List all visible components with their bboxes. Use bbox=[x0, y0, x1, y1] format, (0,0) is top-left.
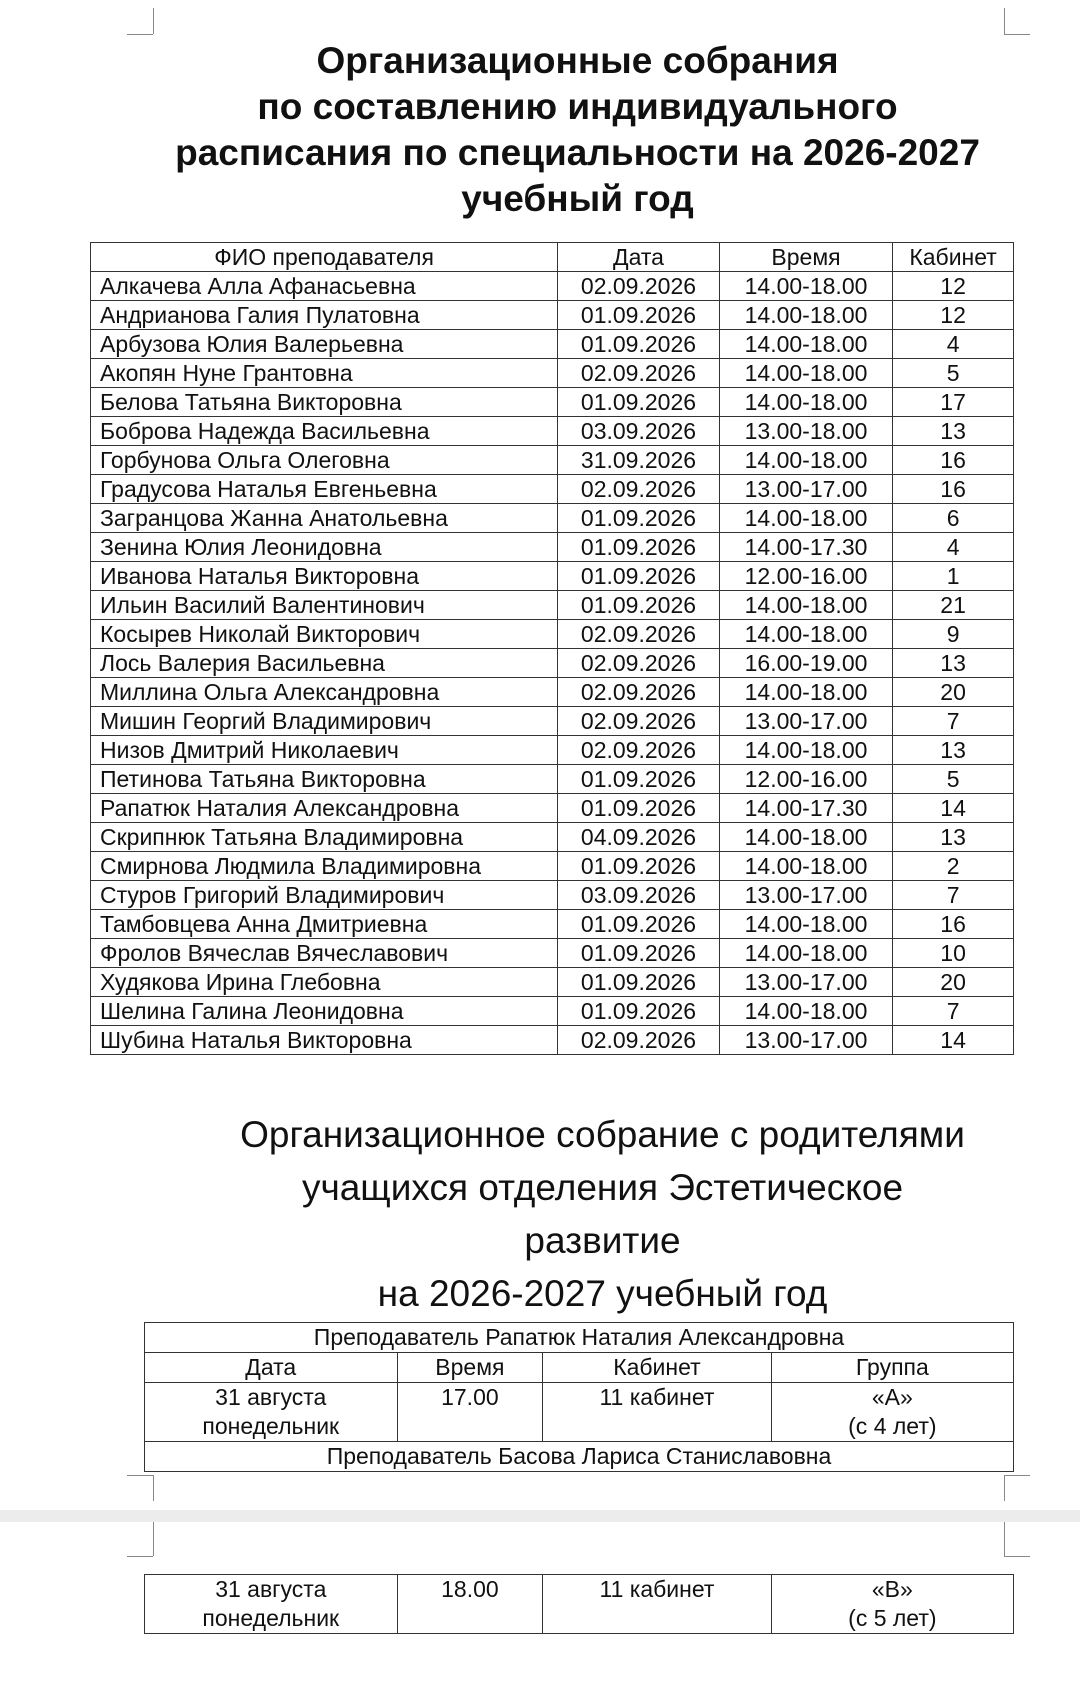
date-cell: 01.09.2026 bbox=[558, 968, 720, 997]
teacher-name-cell: Боброва Надежда Васильевна bbox=[91, 417, 558, 446]
header-time: Время bbox=[719, 243, 892, 272]
date-cell: 02.09.2026 bbox=[558, 707, 720, 736]
date-cell: 01.09.2026 bbox=[558, 852, 720, 881]
date-cell: 01.09.2026 bbox=[558, 591, 720, 620]
teacher-row bbox=[145, 1442, 1014, 1472]
table-row bbox=[91, 504, 1014, 533]
date-cell: 01.09.2026 bbox=[558, 504, 720, 533]
room-cell: 2 bbox=[893, 852, 1014, 881]
teacher-name-cell: Градусова Наталья Евгеньевна bbox=[91, 475, 558, 504]
time-cell: 16.00-19.00 bbox=[719, 649, 892, 678]
parents-meeting-title bbox=[140, 1108, 1065, 1320]
table-row bbox=[91, 678, 1014, 707]
room-cell: 1 bbox=[893, 562, 1014, 591]
table-row bbox=[91, 330, 1014, 359]
teacher-name-cell: Тамбовцева Анна Дмитриевна bbox=[91, 910, 558, 939]
teacher-name-cell: Миллина Ольга Александровна bbox=[91, 678, 558, 707]
room-cell: 21 bbox=[893, 591, 1014, 620]
teacher-name-cell: Шелина Галина Леонидовна bbox=[91, 997, 558, 1026]
title-line: Организационное собрание с родителями bbox=[240, 1114, 965, 1155]
teacher-name-cell: Шубина Наталья Викторовна bbox=[91, 1026, 558, 1055]
title-line: на 2026-2027 учебный год bbox=[377, 1273, 828, 1314]
room-cell: 5 bbox=[893, 359, 1014, 388]
teacher-name-cell: Акопян Нуне Грантовна bbox=[91, 359, 558, 388]
room-cell: 16 bbox=[893, 475, 1014, 504]
teacher-name-cell: Петинова Татьяна Викторовна bbox=[91, 765, 558, 794]
teacher-name-cell: Рапатюк Наталия Александровна bbox=[91, 794, 558, 823]
teacher-name-cell: Преподаватель Рапатюк Наталия Александровна bbox=[145, 1323, 1014, 1353]
group-age: (с 4 лет) bbox=[848, 1413, 937, 1439]
date-cell: 01.09.2026 bbox=[558, 301, 720, 330]
date-text: 31 августа bbox=[215, 1384, 327, 1410]
date-cell: 02.09.2026 bbox=[558, 649, 720, 678]
date-cell: 01.09.2026 bbox=[558, 910, 720, 939]
room-cell: 7 bbox=[893, 881, 1014, 910]
table-row bbox=[91, 388, 1014, 417]
room-cell: 14 bbox=[893, 1026, 1014, 1055]
teacher-name-cell: Андрианова Галия Пулатовна bbox=[91, 301, 558, 330]
group-name: «А» bbox=[871, 1384, 913, 1410]
teacher-name-cell: Косырев Николай Викторович bbox=[91, 620, 558, 649]
group-cell bbox=[771, 1575, 1013, 1634]
title-line: по составлению индивидуального bbox=[257, 86, 898, 127]
teacher-name-cell: Иванова Наталья Викторовна bbox=[91, 562, 558, 591]
room-cell: 20 bbox=[893, 678, 1014, 707]
table-row bbox=[91, 707, 1014, 736]
time-cell: 14.00-18.00 bbox=[719, 388, 892, 417]
header-date: Дата bbox=[558, 243, 720, 272]
group-name: «В» bbox=[871, 1576, 913, 1602]
header-group: Группа bbox=[771, 1353, 1013, 1383]
table-row bbox=[145, 1383, 1014, 1442]
teacher-name-cell: Мишин Георгий Владимирович bbox=[91, 707, 558, 736]
table-row bbox=[91, 591, 1014, 620]
table-row bbox=[91, 272, 1014, 301]
teacher-row bbox=[145, 1323, 1014, 1353]
room-cell: 13 bbox=[893, 736, 1014, 765]
date-cell: 01.09.2026 bbox=[558, 765, 720, 794]
date-cell: 01.09.2026 bbox=[558, 330, 720, 359]
room-cell: 11 кабинет bbox=[543, 1575, 771, 1634]
room-cell: 13 bbox=[893, 649, 1014, 678]
table-row bbox=[145, 1575, 1014, 1634]
date-cell: 02.09.2026 bbox=[558, 620, 720, 649]
room-cell: 7 bbox=[893, 707, 1014, 736]
table-row bbox=[91, 823, 1014, 852]
room-cell: 14 bbox=[893, 794, 1014, 823]
teacher-name-cell: Арбузова Юлия Валерьевна bbox=[91, 330, 558, 359]
time-cell: 13.00-17.00 bbox=[719, 881, 892, 910]
date-cell bbox=[145, 1383, 398, 1442]
time-cell: 12.00-16.00 bbox=[719, 562, 892, 591]
teacher-name-cell: Загранцова Жанна Анатольевна bbox=[91, 504, 558, 533]
table-row bbox=[91, 997, 1014, 1026]
room-cell: 17 bbox=[893, 388, 1014, 417]
table-row bbox=[91, 562, 1014, 591]
table-row bbox=[91, 939, 1014, 968]
time-cell: 14.00-18.00 bbox=[719, 446, 892, 475]
table-row bbox=[91, 301, 1014, 330]
teacher-name-cell: Зенина Юлия Леонидовна bbox=[91, 533, 558, 562]
time-cell: 14.00-18.00 bbox=[719, 736, 892, 765]
title-line: расписания по специальности на 2026-2027 bbox=[175, 132, 980, 173]
time-cell: 14.00-18.00 bbox=[719, 678, 892, 707]
parents-meeting-table-continued bbox=[144, 1574, 1014, 1634]
date-cell: 01.09.2026 bbox=[558, 533, 720, 562]
table-header-row bbox=[145, 1353, 1014, 1383]
teacher-name-cell: Фролов Вячеслав Вячеславович bbox=[91, 939, 558, 968]
teacher-name-cell: Белова Татьяна Викторовна bbox=[91, 388, 558, 417]
room-cell: 16 bbox=[893, 446, 1014, 475]
date-cell: 01.09.2026 bbox=[558, 997, 720, 1026]
date-cell: 03.09.2026 bbox=[558, 417, 720, 446]
time-cell: 14.00-17.30 bbox=[719, 533, 892, 562]
header-date: Дата bbox=[145, 1353, 398, 1383]
table-row bbox=[91, 359, 1014, 388]
time-cell: 14.00-18.00 bbox=[719, 939, 892, 968]
date-cell: 02.09.2026 bbox=[558, 736, 720, 765]
page-gap bbox=[0, 1510, 1080, 1522]
group-cell bbox=[771, 1383, 1013, 1442]
date-cell: 01.09.2026 bbox=[558, 388, 720, 417]
parents-meeting-table bbox=[144, 1322, 1014, 1472]
weekday-text: понедельник bbox=[202, 1605, 340, 1631]
room-cell: 6 bbox=[893, 504, 1014, 533]
room-cell: 7 bbox=[893, 997, 1014, 1026]
teacher-name-cell: Алкачева Алла Афанасьевна bbox=[91, 272, 558, 301]
time-cell: 14.00-18.00 bbox=[719, 852, 892, 881]
teachers-schedule-table bbox=[90, 242, 1014, 1055]
time-cell: 18.00 bbox=[397, 1575, 543, 1634]
teacher-name-cell: Худякова Ирина Глебовна bbox=[91, 968, 558, 997]
room-cell: 16 bbox=[893, 910, 1014, 939]
date-cell: 31.09.2026 bbox=[558, 446, 720, 475]
schedule-title bbox=[90, 38, 1065, 222]
date-cell: 02.09.2026 bbox=[558, 359, 720, 388]
room-cell: 4 bbox=[893, 533, 1014, 562]
table-header-row bbox=[91, 243, 1014, 272]
time-cell: 12.00-16.00 bbox=[719, 765, 892, 794]
time-cell: 14.00-18.00 bbox=[719, 997, 892, 1026]
time-cell: 17.00 bbox=[397, 1383, 543, 1442]
room-cell: 12 bbox=[893, 272, 1014, 301]
room-cell: 13 bbox=[893, 417, 1014, 446]
date-cell: 02.09.2026 bbox=[558, 678, 720, 707]
teacher-name-cell: Стуров Григорий Владимирович bbox=[91, 881, 558, 910]
room-cell: 13 bbox=[893, 823, 1014, 852]
date-cell bbox=[145, 1575, 398, 1634]
time-cell: 14.00-18.00 bbox=[719, 330, 892, 359]
time-cell: 13.00-17.00 bbox=[719, 1026, 892, 1055]
table-row bbox=[91, 417, 1014, 446]
date-text: 31 августа bbox=[215, 1576, 327, 1602]
table-row bbox=[91, 620, 1014, 649]
time-cell: 14.00-18.00 bbox=[719, 359, 892, 388]
title-line: учебный год bbox=[461, 178, 694, 219]
table-row bbox=[91, 765, 1014, 794]
header-teacher-name: ФИО преподавателя bbox=[91, 243, 558, 272]
header-time: Время bbox=[397, 1353, 543, 1383]
table-row bbox=[91, 910, 1014, 939]
date-cell: 02.09.2026 bbox=[558, 272, 720, 301]
date-cell: 02.09.2026 bbox=[558, 1026, 720, 1055]
weekday-text: понедельник bbox=[202, 1413, 340, 1439]
table-row bbox=[91, 446, 1014, 475]
teacher-name-cell: Горбунова Ольга Олеговна bbox=[91, 446, 558, 475]
teacher-name-cell: Ильин Василий Валентинович bbox=[91, 591, 558, 620]
time-cell: 13.00-17.00 bbox=[719, 475, 892, 504]
table-row bbox=[91, 881, 1014, 910]
time-cell: 14.00-18.00 bbox=[719, 591, 892, 620]
header-room: Кабинет bbox=[893, 243, 1014, 272]
room-cell: 4 bbox=[893, 330, 1014, 359]
time-cell: 14.00-18.00 bbox=[719, 823, 892, 852]
room-cell: 11 кабинет bbox=[543, 1383, 771, 1442]
date-cell: 03.09.2026 bbox=[558, 881, 720, 910]
time-cell: 13.00-18.00 bbox=[719, 417, 892, 446]
group-age: (с 5 лет) bbox=[848, 1605, 937, 1631]
time-cell: 14.00-18.00 bbox=[719, 504, 892, 533]
time-cell: 13.00-17.00 bbox=[719, 968, 892, 997]
table-row bbox=[91, 852, 1014, 881]
table-row bbox=[91, 968, 1014, 997]
room-cell: 12 bbox=[893, 301, 1014, 330]
title-line: учащихся отделения Эстетическое bbox=[301, 1167, 904, 1208]
time-cell: 14.00-18.00 bbox=[719, 272, 892, 301]
table-row bbox=[91, 794, 1014, 823]
room-cell: 20 bbox=[893, 968, 1014, 997]
time-cell: 14.00-18.00 bbox=[719, 301, 892, 330]
time-cell: 14.00-18.00 bbox=[719, 620, 892, 649]
date-cell: 01.09.2026 bbox=[558, 939, 720, 968]
date-cell: 01.09.2026 bbox=[558, 562, 720, 591]
teacher-name-cell: Скрипнюк Татьяна Владимировна bbox=[91, 823, 558, 852]
header-room: Кабинет bbox=[543, 1353, 771, 1383]
teacher-name-cell: Преподаватель Басова Лариса Станиславовна bbox=[145, 1442, 1014, 1472]
room-cell: 9 bbox=[893, 620, 1014, 649]
teacher-name-cell: Смирнова Людмила Владимировна bbox=[91, 852, 558, 881]
table-row bbox=[91, 533, 1014, 562]
time-cell: 14.00-17.30 bbox=[719, 794, 892, 823]
teacher-name-cell: Лось Валерия Васильевна bbox=[91, 649, 558, 678]
table-row bbox=[91, 649, 1014, 678]
table-row bbox=[91, 475, 1014, 504]
title-line: Организационные собрания bbox=[316, 40, 839, 81]
room-cell: 10 bbox=[893, 939, 1014, 968]
date-cell: 04.09.2026 bbox=[558, 823, 720, 852]
date-cell: 02.09.2026 bbox=[558, 475, 720, 504]
title-line: развитие bbox=[524, 1220, 681, 1261]
room-cell: 5 bbox=[893, 765, 1014, 794]
date-cell: 01.09.2026 bbox=[558, 794, 720, 823]
table-row bbox=[91, 736, 1014, 765]
teacher-name-cell: Низов Дмитрий Николаевич bbox=[91, 736, 558, 765]
time-cell: 14.00-18.00 bbox=[719, 910, 892, 939]
time-cell: 13.00-17.00 bbox=[719, 707, 892, 736]
table-row bbox=[91, 1026, 1014, 1055]
